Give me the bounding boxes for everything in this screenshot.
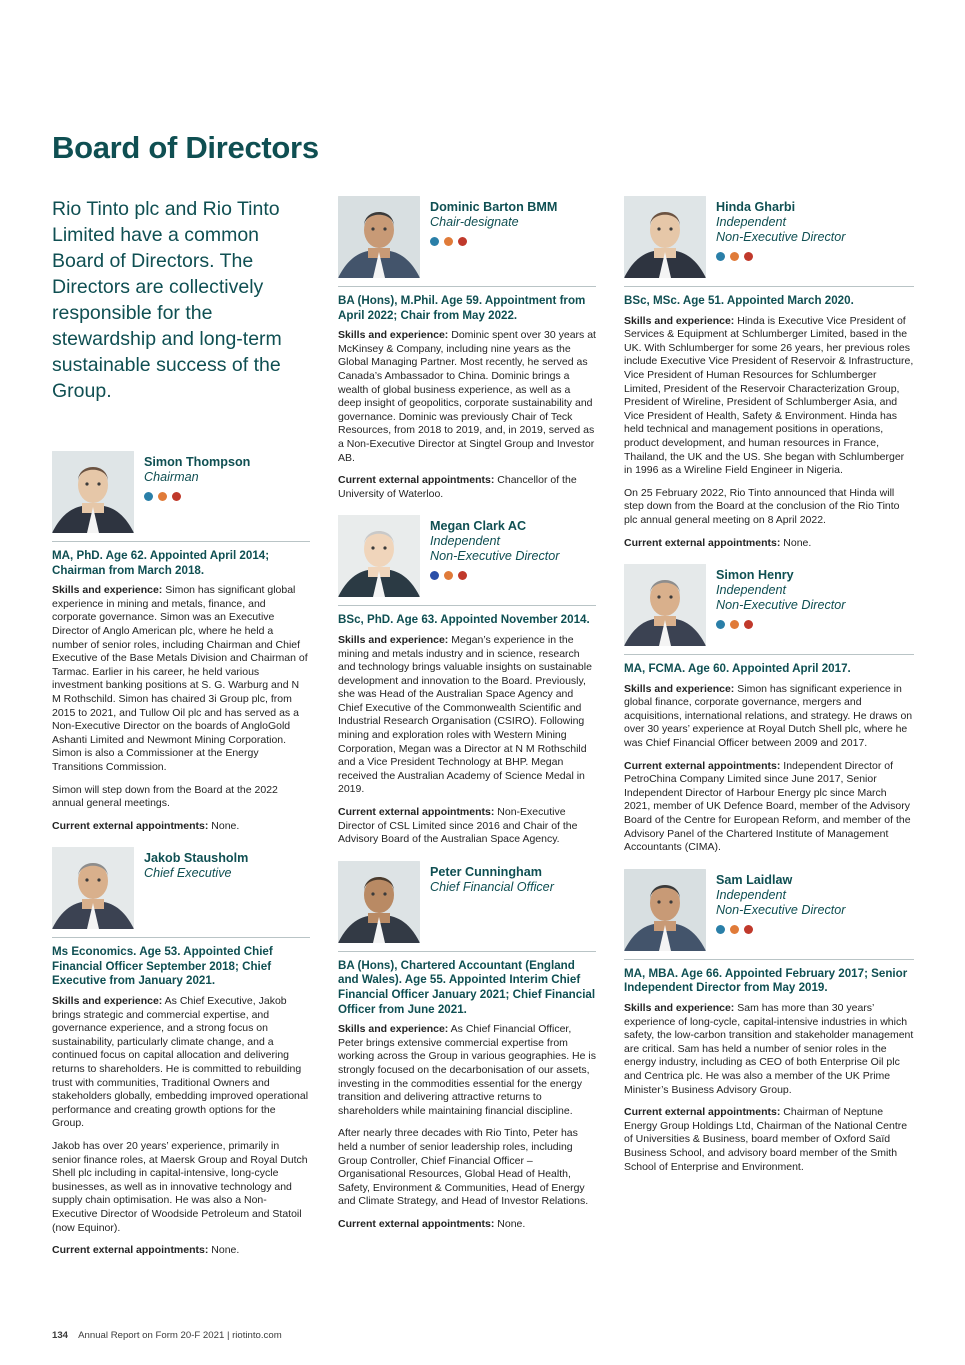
director-header [624,564,914,646]
director-role: Non-Executive Director [430,549,560,564]
committee-dot-icon [458,237,467,246]
director-paragraph: Skills and experience: Simon has significant global experience in mining and metals, finance, and corporate governance. Simon was an Executive Director of Anglo American plc, where he held a number of senior roles, including Chairman and Chief Executive of the Base Metals Division and Chairman of Tarmac. Earlier in his career, he held various investment banking positions at S. G. Warburg and N M Rothschild. Simon has chaired 3i Group plc, from 2015 to 2021, and Tullow Oil plc and has served as a Non-Executive Director on the boards of AngloGold Ashanti Limited and Newmont Mining Corporation. Simon is also a Commissioner at the Energy Transitions Commission. [52,584,308,773]
committee-dot-icon [144,492,153,501]
committee-dot-icon [172,492,181,501]
committee-membership-dots [716,252,845,261]
director-credentials: MA, PhD. Age 62. Appointed April 2014; Chairman from March 2018. [52,549,270,577]
director-bio-dominic-barton [338,196,596,501]
director-name-block [716,196,845,261]
committee-dot-icon [716,252,725,261]
director-credentials: BSc, PhD. Age 63. Appointed November 2014. [338,613,590,627]
director-paragraph: After nearly three decades with Rio Tinto, Peter has held a number of senior leadership roles, including Group Controller, Chief Financial Officer – Organisational Resources, Global Head of Health, Safety, Environment & Communities, Head of Energy and Climate Strategy, and Head of Investor Relations. [338,1127,589,1208]
footer-page-number: 134 [52,1330,69,1341]
director-role: Non-Executive Director [716,598,846,613]
director-credentials: Ms Economics. Age 53. Appointed Chief Financial Officer September 2018; Chief Executive from January 2021. [52,945,273,988]
director-bio-jakob-stausholm [52,847,310,1257]
portrait-photo-dominic-barton [338,196,420,278]
director-paragraph: Skills and experience: As Chief Financial Officer, Peter brings extensive commercial expertise from working across the Group in various geographies. He is strongly focused on the decarbonisation of our assets, investing in the commodities essential for the energy transition and delivering attractive returns to shareholders while maintaining financial discipline. [338,1023,596,1117]
committee-dot-icon [444,237,453,246]
committee-dot-icon [458,571,467,580]
director-name-block [430,196,557,246]
director-paragraph: Jakob has over 20 years’ experience, primarily in senior finance roles, at Maersk Group and Royal Dutch Shell plc including in capital-intensive, long-cycle businesses, as well as in innovative technology and supply chain optimisation. He was also a Non-Executive Director of Woodside Petroleum and Statoil (now Equinor). [52,1140,308,1234]
divider [338,605,596,606]
divider [624,959,914,960]
committee-dot-icon [430,571,439,580]
director-header [52,451,310,533]
committee-dot-icon [730,252,739,261]
committee-membership-dots [716,925,845,934]
director-credentials: MA, MBA. Age 66. Appointed February 2017; Senior Independent Director from May 2019. [624,966,908,995]
committee-dot-icon [158,492,167,501]
director-paragraph: Current external appointments: None. [52,1244,240,1257]
director-name: Simon Henry [716,568,794,583]
director-header [624,869,914,951]
director-name: Peter Cunningham [430,864,542,879]
director-paragraph: Skills and experience: Dominic spent over 30 years at McKinsey & Company, including nine years as the Global Managing Partner. Most recently, he served as Canada’s Ambassador to China. Dominic brings a wealth of global business experience, as well as a deep insight of geopolitics, corporate sustainability and governance. Dominic was previously Chair of Teck Resources, from 2018 to 2019, and, in 2019, served as a Non-Executive Director at Singtel Group and Investor AB. [338,329,596,464]
director-header [624,196,914,278]
director-name-block [144,847,248,881]
director-credentials: BA (Hons), Chartered Accountant (England and Wales). Age 55. Appointed Interim Chief Financial Officer January 2021; Chief Financial Officer from June 2021. [338,958,596,1016]
committee-dot-icon [730,620,739,629]
director-name-block [716,869,845,934]
director-name: Jakob Stausholm [144,851,249,866]
divider [338,951,596,952]
director-header [338,196,596,278]
divider [52,937,310,938]
director-bio-hinda-gharbi [624,196,914,550]
divider [52,541,310,542]
director-paragraph: Current external appointments: Non-Executive Director of CSL Limited since 2016 and Chair of the Advisory Board of the Australian Space Agency. [338,806,578,846]
director-role: Non-Executive Director [716,230,846,244]
director-credentials: BA (Hons), M.Phil. Age 59. Appointment from April 2022; Chair from May 2022. [338,294,586,322]
director-role: Independent [716,215,787,229]
director-paragraph: On 25 February 2022, Rio Tinto announced that Hinda will step down from the Board at the conclusion of the Rio Tinto plc annual general meeting on 8 April 2022. [624,486,900,526]
director-role: Chairman [144,470,199,484]
director-credentials: BSc, MSc. Age 51. Appointed March 2020. [624,294,854,307]
committee-membership-dots [716,620,845,629]
portrait-photo-megan-clark [338,515,420,597]
director-paragraph: Skills and experience: Sam has more than 30 years’ experience of long-cycle, capital-intensive industries in which safety, the low-carbon transition and stakeholder management are critical. Sam has held a number of senior roles in the energy industry, including as CEO of both Enterprise Oil plc and Centrica plc. He was also a member of the UK Prime Minister’s Business Advisory Group. [624,1002,914,1096]
director-credentials: MA, FCMA. Age 60. Appointed April 2017. [624,662,851,676]
page-title: Board of Directors [52,130,319,165]
director-name-block [716,564,845,629]
director-role: Chair-designate [430,215,519,229]
director-role: Chief Executive [144,866,232,881]
director-paragraph: Simon will step down from the Board at the 2022 annual general meetings. [52,783,278,810]
page-footer [52,1330,282,1341]
column-left [52,196,310,1272]
committee-membership-dots [144,492,250,501]
director-role: Non-Executive Director [716,902,846,917]
director-name: Hinda Gharbi [716,200,796,214]
director-role: Independent [430,534,501,549]
director-bio-simon-thompson [52,451,310,833]
director-paragraph: Current external appointments: None. [338,1217,526,1230]
committee-dot-icon [744,925,753,934]
director-name-block [144,451,250,501]
director-name-block [430,515,559,580]
director-paragraph: Current external appointments: None. [624,536,812,549]
director-name: Simon Thompson [144,455,251,469]
director-paragraph: Current external appointments: Independent Director of PetroChina Company Limited since June 2017, Senior Independent Director of Harbour Energy plc since March 2021, member of UK Defence Board, member of the Advisory Board of the Centre for European Reform, and member of the Advisory Panel of the Chartered Institute of Management Accountants (CIMA). [624,759,911,854]
portrait-photo-simon-thompson [52,451,134,533]
director-paragraph: Skills and experience: Megan’s experience in the mining and metals industry and in science, research and technology brings valuable insights on sustainable development and innovation to the Board. Previously, she was Head of the Australian Space Agency and Chief Executive of the Commonwealth Scientific and Industrial Research Organisation (CSIRO). Following mining and exploration roles with Western Mining Corporation, Megan was a Director at N M Rothschild and a Vice President Technology at BHP. Megan received the Australian Academy of Science Medal in 2019. [338,633,592,796]
director-role: Independent [716,887,787,902]
intro-paragraph: Rio Tinto plc and Rio Tinto Limited have a common Board of Directors. The Directors are collectively responsible for the stewardship and long-term sustainable success of the Group. [52,198,282,402]
portrait-photo-sam-laidlaw [624,869,706,951]
director-name: Sam Laidlaw [716,872,793,887]
director-paragraph: Current external appointments: None. [52,819,240,832]
director-bio-sam-laidlaw [624,869,914,1174]
director-bio-megan-clark [338,515,596,847]
divider [624,654,914,655]
committee-dot-icon [444,571,453,580]
committee-dot-icon [716,620,725,629]
committee-membership-dots [430,237,557,246]
committee-dot-icon [744,620,753,629]
director-header [338,861,596,943]
director-header [52,847,310,929]
director-paragraph: Current external appointments: Chairman of Neptune Energy Group Holdings Ltd, Chairman of the National Centre of Universities & Business, board member of Oxford Saïd Business School, and advisory board member of the Smith School of Enterprise and Environment. [624,1106,908,1173]
director-role: Chief Financial Officer [430,879,554,894]
divider [338,286,596,287]
footer-text: Annual Report on Form 20-F 2021 | riotinto.com [78,1330,282,1341]
director-paragraph: Current external appointments: Chancellor of the University of Waterloo. [338,474,577,500]
committee-membership-dots [430,571,559,580]
committee-dot-icon [430,237,439,246]
director-role: Independent [716,583,787,598]
director-bio-simon-henry [624,564,914,855]
committee-dot-icon [730,925,739,934]
director-paragraph: Skills and experience: As Chief Executive, Jakob brings strategic and commercial expertise, and governance experience, and a strong focus on sustainability, particularly climate change, and a continued focus on capital allocation and delivering returns to shareholders. He is committed to rebuilding trust with communities, Traditional Owners and stakeholders globally, embedding improved operational performance and creating growth options for the Group. [52,995,309,1130]
portrait-photo-simon-henry [624,564,706,646]
director-name: Dominic Barton BMM [430,200,558,214]
portrait-photo-hinda-gharbi [624,196,706,278]
director-name-block [430,861,554,895]
column-middle [338,196,596,1246]
divider [624,286,914,287]
director-bio-peter-cunningham [338,861,596,1232]
director-header [338,515,596,597]
committee-dot-icon [716,925,725,934]
director-paragraph: Skills and experience: Hinda is Executive Vice President of Services & Equipment at Schlumberger Limited, based in the UK. With Schlumberger for some 26 years, her previous roles include Executive Vice President of Reservoir & Infrastructure, Vice President of Human Resources for Schlumberger Limited, President of the Reservoir Characterization Group, President of Wireline, President of Schlumberger Asia, and Vice President of Health, Safety & Environment. Hinda has held technical and management positions in operations, product development, and human resources in France, Thailand, the UK and the US. She began with Schlumberger in 1996 as a Wireline Field Engineer in Nigeria. [624,314,914,477]
committee-dot-icon [744,252,753,261]
portrait-photo-jakob-stausholm [52,847,134,929]
director-name: Megan Clark AC [430,519,527,534]
portrait-photo-peter-cunningham [338,861,420,943]
director-paragraph: Skills and experience: Simon has significant experience in global finance, corporate governance, mergers and acquisitions, international relations, and strategy. He draws on over 30 years’ experience at Royal Dutch Shell plc, where he was Chief Financial Officer between 2009 and 2017. [624,682,913,750]
column-right [624,196,914,1188]
